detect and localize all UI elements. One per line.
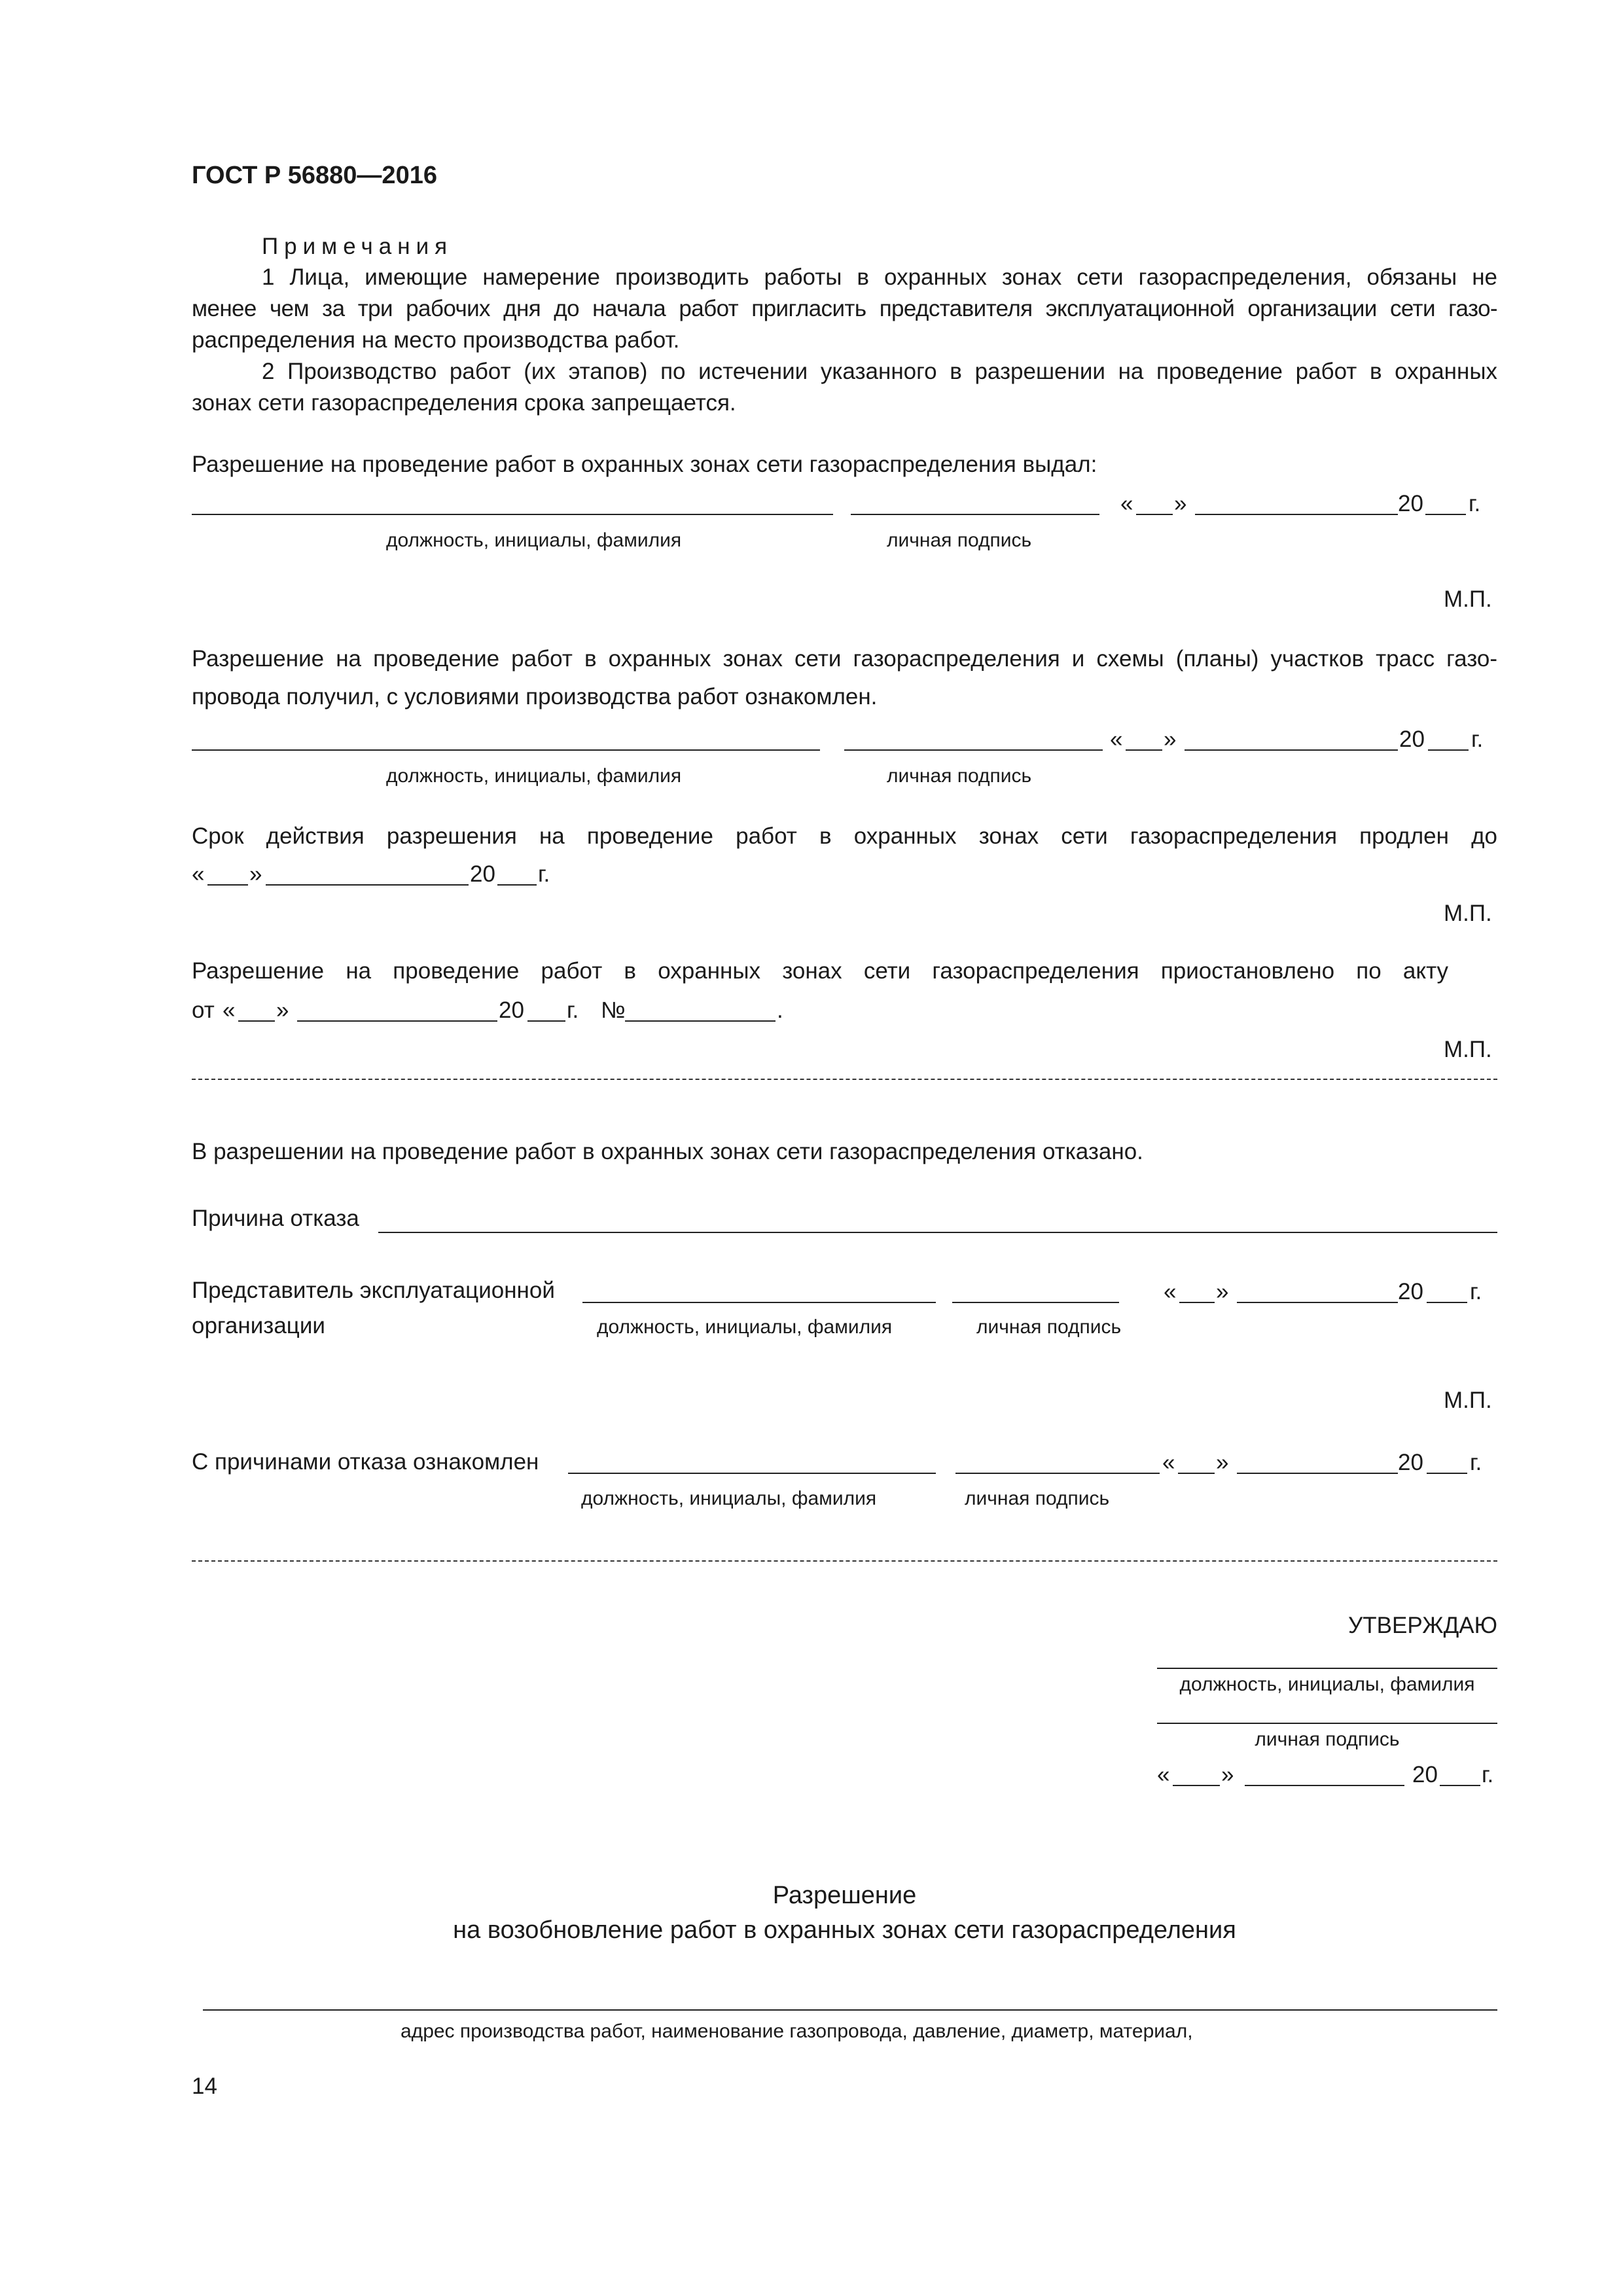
issued-year-prefix: 20 [1398,491,1423,516]
ack-position-line[interactable] [568,1473,936,1474]
approve-year-prefix: 20 [1412,1762,1438,1787]
note-1-line-2: менее чем за три рабочих дня до начала работ пригласить представителя эксплуатационной организации сети газо- [192,296,1497,321]
ack-quote-open: « [1162,1450,1175,1475]
received-quote-close: » [1164,726,1177,752]
approve-signature-caption: личная подпись [1255,1729,1400,1750]
ack-signature-line[interactable] [955,1473,1160,1474]
rep-year-prefix: 20 [1398,1279,1423,1304]
approve-signature-line[interactable] [1157,1723,1497,1724]
suspended-month-line[interactable] [297,1020,497,1022]
ack-year-prefix: 20 [1398,1450,1423,1475]
received-line-2: провода получил, с условиями производства работ ознакомлен. [192,684,878,709]
received-year-line[interactable] [1428,749,1469,751]
rep-day-line[interactable] [1179,1302,1215,1303]
rep-signature-line[interactable] [952,1302,1119,1303]
notes-title: Примечания [262,234,454,259]
extended-year-line[interactable] [497,884,537,886]
approve-month-line[interactable] [1245,1785,1404,1786]
suspended-number-line[interactable] [625,1020,776,1022]
rep-month-line[interactable] [1237,1302,1398,1303]
extended-quote-open: « [192,861,205,887]
ack-year-line[interactable] [1427,1473,1467,1474]
suspended-quote-close: » [276,997,289,1023]
rep-year-suffix: г. [1470,1279,1482,1304]
rep-year-line[interactable] [1427,1302,1467,1303]
extended-stamp: М.П. [1444,901,1492,926]
suspended-day-line[interactable] [238,1020,275,1022]
approve-quote-open: « [1157,1762,1170,1787]
suspended-quote-open: « [223,997,236,1023]
ack-quote-close: » [1216,1450,1229,1475]
reason-label: Причина отказа [192,1206,359,1231]
resume-subtitle: на возобновление работ в охранных зонах сети газораспределения [453,1916,1236,1944]
issued-stamp: М.П. [1444,586,1492,612]
ack-signature-caption: личная подпись [965,1488,1110,1509]
ack-month-line[interactable] [1237,1473,1398,1474]
issued-year-line[interactable] [1425,514,1466,515]
approve-quote-close: » [1221,1762,1234,1787]
resume-address-line[interactable] [203,2009,1497,2011]
cut-line-2 [192,1560,1497,1562]
issued-quote-close: » [1174,491,1187,516]
issued-day-line[interactable] [1136,514,1173,515]
approve-position-caption: должность, инициалы, фамилия [1179,1674,1475,1695]
extended-line-1: Срок действия разрешения на проведение работ в охранных зонах сети газораспределения продлен до [192,823,1497,849]
issued-text: Разрешение на проведение работ в охранных зонах сети газораспределения выдал: [192,452,1097,477]
note-2-line-1: 2 Производство работ (их этапов) по истечении указанного в разрешении на проведение работ в охранных [262,359,1497,384]
suspended-from: от [192,997,215,1023]
suspended-period: . [777,997,783,1023]
note-1-line-1: 1 Лица, имеющие намерение производить работы в охранных зонах сети газораспределения, обязаны не [262,264,1497,290]
issued-position-caption: должность, инициалы, фамилия [386,529,682,551]
reason-input-line[interactable] [378,1232,1497,1233]
received-quote-open: « [1110,726,1123,752]
rep-quote-open: « [1164,1279,1177,1304]
rep-quote-close: » [1216,1279,1229,1304]
rep-label-line-1: Представитель эксплуатационной [192,1278,555,1303]
suspended-line-1: Разрешение на проведение работ в охранных зонах сети газораспределения приостановлено по акту [192,958,1448,984]
issued-signature-line[interactable] [851,514,1099,515]
extended-year-suffix: г. [538,861,550,887]
refused-text: В разрешении на проведение работ в охранных зонах сети газораспределения отказано. [192,1139,1143,1164]
refused-stamp: М.П. [1444,1388,1492,1413]
approve-position-line[interactable] [1157,1668,1497,1669]
suspended-year-suffix: г. [567,997,579,1023]
suspended-stamp: М.П. [1444,1037,1492,1062]
received-month-line[interactable] [1185,749,1398,751]
received-position-caption: должность, инициалы, фамилия [386,765,682,787]
extended-quote-close: » [249,861,262,887]
extended-month-line[interactable] [266,884,469,886]
issued-quote-open: « [1120,491,1133,516]
document-id: ГОСТ Р 56880—2016 [192,162,437,189]
ack-position-caption: должность, инициалы, фамилия [581,1488,877,1509]
note-2-line-2: зонах сети газораспределения срока запрещается. [192,390,736,416]
rep-label-line-2: организации [192,1313,325,1338]
approve-year-suffix: г. [1482,1762,1494,1787]
received-year-suffix: г. [1471,726,1484,752]
ack-day-line[interactable] [1178,1473,1215,1474]
extended-day-line[interactable] [207,884,248,886]
suspended-number-sign: № [601,997,626,1023]
approve-day-line[interactable] [1173,1785,1220,1786]
suspended-year-line[interactable] [527,1020,565,1022]
resume-title: Разрешение [772,1882,917,1909]
ack-year-suffix: г. [1470,1450,1482,1475]
rep-position-caption: должность, инициалы, фамилия [597,1316,893,1338]
received-signature-caption: личная подпись [887,765,1032,787]
rep-signature-caption: личная подпись [976,1316,1122,1338]
approve-year-line[interactable] [1440,1785,1480,1786]
issued-position-line[interactable] [192,514,833,515]
page-number: 14 [192,2073,217,2099]
issued-month-line[interactable] [1195,514,1398,515]
received-day-line[interactable] [1126,749,1162,751]
cut-line-1 [192,1079,1497,1080]
note-1-line-3: распределения на место производства работ. [192,327,680,353]
rep-position-line[interactable] [582,1302,936,1303]
extended-year-prefix: 20 [470,861,495,887]
approve-title: УТВЕРЖДАЮ [1348,1613,1497,1638]
received-line-1: Разрешение на проведение работ в охранных зонах сети газораспределения и схемы (планы) участков трасс газо- [192,646,1497,672]
resume-address-caption: адрес производства работ, наименование газопровода, давление, диаметр, материал, [401,2020,1193,2042]
received-year-prefix: 20 [1399,726,1425,752]
issued-year-suffix: г. [1469,491,1481,516]
issued-signature-caption: личная подпись [887,529,1032,551]
ack-label: С причинами отказа ознакомлен [192,1449,539,1475]
received-signature-line[interactable] [844,749,1103,751]
received-position-line[interactable] [192,749,820,751]
suspended-year-prefix: 20 [499,997,524,1023]
